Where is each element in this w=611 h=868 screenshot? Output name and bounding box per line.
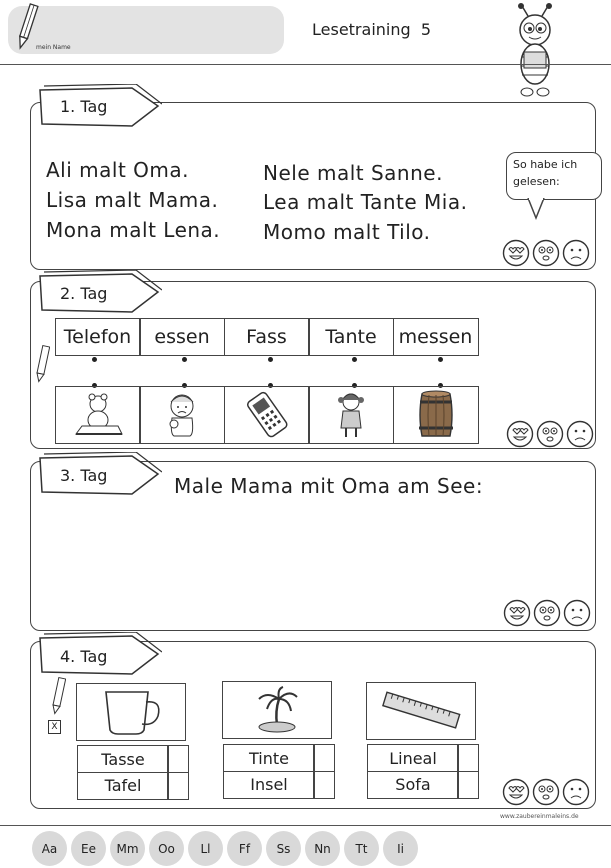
word-options	[368, 745, 478, 798]
sad-smiley-icon[interactable]	[562, 239, 590, 267]
answer-checkbox[interactable]	[457, 771, 479, 799]
letter-circle: Mm	[110, 831, 145, 866]
day1-right-line-3: Momo malt Tilo.	[263, 220, 431, 244]
letter-circle: Aa	[32, 831, 67, 866]
picture-cell	[308, 386, 394, 444]
letter-circle: Ee	[71, 831, 106, 866]
neutral-smiley-icon[interactable]	[532, 239, 560, 267]
letter-circle: Nn	[305, 831, 340, 866]
connect-dot[interactable]	[268, 357, 273, 362]
barrel-icon	[406, 390, 466, 440]
answer-checkbox[interactable]	[313, 771, 335, 799]
picture-cell	[224, 386, 310, 444]
neutral-smiley-icon[interactable]	[533, 599, 561, 627]
speech-bubble-tail	[526, 198, 550, 220]
picture-box	[76, 683, 186, 741]
header-divider	[0, 64, 611, 65]
footer-divider	[0, 825, 611, 826]
word-cell: Telefon	[55, 318, 141, 356]
picture-cell	[393, 386, 479, 444]
picture-row	[56, 386, 479, 444]
girl-icon	[321, 390, 381, 440]
word-cell: essen	[139, 318, 225, 356]
word-option: Insel	[223, 771, 315, 799]
pencil-icon	[36, 344, 50, 384]
neutral-smiley-icon[interactable]	[536, 420, 564, 448]
connect-dot[interactable]	[438, 357, 443, 362]
name-label: mein Name	[36, 44, 71, 51]
neutral-smiley-icon[interactable]	[532, 778, 560, 806]
connect-dot[interactable]	[92, 357, 97, 362]
cup-icon	[96, 688, 166, 736]
day1-left-line-1: Ali malt Oma.	[46, 158, 189, 182]
letter-bar	[32, 831, 418, 866]
day4-tab-label: 4. Tag	[60, 647, 108, 666]
letter-circle: Ss	[266, 831, 301, 866]
love-smiley-icon[interactable]	[503, 599, 531, 627]
picture-cell	[55, 386, 141, 444]
letter-circle: Ff	[227, 831, 262, 866]
letter-circle: Tt	[344, 831, 379, 866]
palm-island-icon	[247, 685, 307, 735]
speech-bubble	[506, 152, 602, 200]
word-option: Sofa	[367, 771, 459, 799]
day4-rating	[502, 778, 590, 806]
letter-circle: Ll	[188, 831, 223, 866]
day3-tab-label: 3. Tag	[60, 466, 108, 485]
drawing-instruction: Male Mama mit Oma am See:	[174, 474, 484, 498]
day1-rating	[502, 239, 590, 267]
word-cell: messen	[393, 318, 479, 356]
footer-url: www.zaubereinmaleins.de	[500, 813, 579, 820]
drawing-area[interactable]	[40, 510, 490, 620]
day1-left-line-2: Lisa malt Mama.	[46, 188, 219, 212]
answer-checkbox[interactable]	[313, 744, 335, 772]
teddy-bear-at-table-icon	[68, 390, 128, 440]
day1-left-line-3: Mona malt Lena.	[46, 218, 221, 242]
letter-circle: Oo	[149, 831, 184, 866]
day1-right-line-1: Nele malt Sanne.	[263, 161, 443, 185]
sad-boy-icon	[152, 390, 212, 440]
phone-icon	[237, 390, 297, 440]
picture-cell	[139, 386, 225, 444]
word-option: Lineal	[367, 744, 459, 772]
bubble-line-2: gelesen:	[513, 175, 560, 188]
day1-right-line-2: Lea malt Tante Mia.	[263, 190, 468, 214]
word-option: Tasse	[77, 745, 169, 773]
letter-circle: Ii	[383, 831, 418, 866]
answer-checkbox[interactable]	[167, 772, 189, 800]
pencil-icon	[52, 676, 66, 716]
day1-tab-label: 1. Tag	[60, 97, 108, 116]
sad-smiley-icon[interactable]	[566, 420, 594, 448]
word-row	[56, 318, 479, 356]
bubble-line-1: So habe ich	[513, 158, 578, 171]
day2-tab-label: 2. Tag	[60, 284, 108, 303]
love-smiley-icon[interactable]	[506, 420, 534, 448]
example-checkbox[interactable]: X	[48, 720, 61, 734]
picture-box	[222, 681, 332, 739]
answer-checkbox[interactable]	[457, 744, 479, 772]
love-smiley-icon[interactable]	[502, 239, 530, 267]
worksheet-title: Lesetraining 5	[312, 20, 431, 39]
word-option: Tinte	[223, 744, 315, 772]
word-cell: Tante	[308, 318, 394, 356]
connect-dot[interactable]	[182, 357, 187, 362]
picture-box	[366, 682, 476, 740]
love-smiley-icon[interactable]	[502, 778, 530, 806]
sad-smiley-icon[interactable]	[563, 599, 591, 627]
word-options	[224, 745, 334, 798]
word-option: Tafel	[77, 772, 169, 800]
word-options	[78, 746, 188, 799]
day3-rating	[503, 599, 591, 627]
sad-smiley-icon[interactable]	[562, 778, 590, 806]
word-cell: Fass	[224, 318, 310, 356]
answer-checkbox[interactable]	[167, 745, 189, 773]
ruler-icon	[379, 691, 463, 731]
connect-dot[interactable]	[352, 357, 357, 362]
day2-rating	[506, 420, 594, 448]
bee-mascot-icon	[510, 2, 560, 100]
